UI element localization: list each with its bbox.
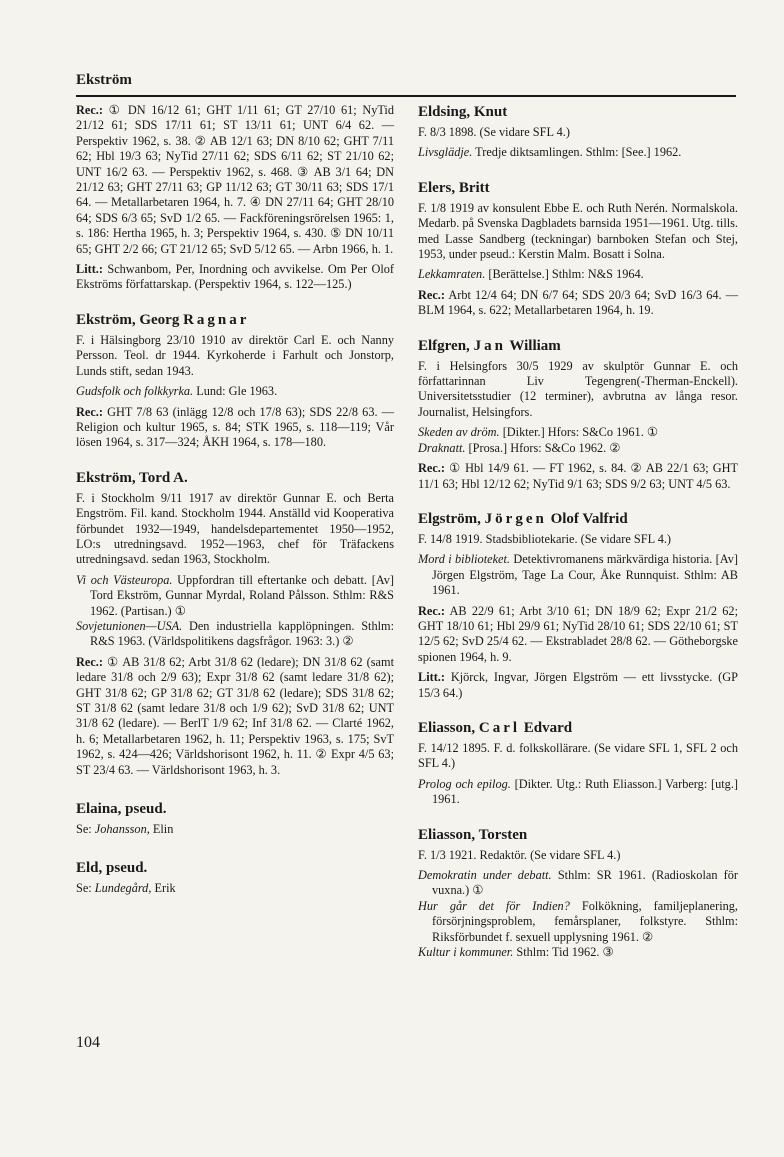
entry-elgstrom (418, 510, 738, 701)
review-list (76, 655, 394, 778)
work-title: Draknatt. (418, 440, 466, 455)
heading-spaced-name: Carl (478, 719, 521, 736)
work-item (418, 899, 738, 945)
work-item (418, 777, 738, 808)
literature-list (76, 262, 394, 293)
biography: F. 14/8 1919. Stadsbibliotekarie. (Se vidare SFL 4.) (418, 531, 672, 546)
entry-heading (418, 510, 738, 528)
review-list (418, 461, 738, 492)
entry-eliasson-carl (418, 719, 738, 808)
rec-label: Rec.: (76, 654, 103, 669)
heading-name: Elgström, (418, 510, 485, 527)
entry-elfgren (418, 337, 738, 492)
litt-label: Litt.: (76, 262, 103, 277)
work-title: Vi och Västeuropa. (76, 572, 173, 587)
biography: F. i Helsingfors 30/5 1929 av skulptör Gunnar E. och författarinnan Liv Tegengren(-Therman-Enckell). Universitetsstudier (12 terminer), avbrutna av långa resor. Journalist, Helsingfors. (418, 358, 738, 419)
heading-spaced-name: Jan (473, 337, 506, 354)
entry-ekstrom-per-olof-cont (76, 103, 394, 293)
page-header: Ekström (76, 72, 132, 88)
work-text: [Berättelse.] Sthlm: N&S 1964. (485, 267, 644, 282)
work-item (76, 573, 394, 619)
see-target-rest: Erik (151, 881, 176, 896)
see-label: Se: (76, 822, 95, 837)
entry-ekstrom-tord (76, 469, 394, 778)
work-text: Detektivromanens märkvärdiga historia. [Av] Jörgen Elgström, Tage La Cour, Åke Runnquist. Sthlm: AB 1961. (432, 552, 738, 598)
work-item (418, 145, 738, 160)
entry-heading: Elers, Britt (418, 179, 490, 196)
header-rule (76, 95, 736, 97)
work-text: Lund: Gle 1963. (193, 384, 278, 399)
work-text: [Dikter.] Hfors: S&Co 1961. ① (499, 425, 658, 440)
entry-eliasson-torsten (418, 826, 738, 961)
cross-reference (76, 881, 394, 896)
entry-elaina (76, 800, 394, 837)
entry-eldsing (418, 103, 738, 161)
work-text: Folkökning, familjeplanering, försörjningsproblem, femårsplaner, folkstyre. Sthlm: Riksförbundet f. sexuell upplysning 1961. ② (432, 898, 738, 944)
see-target: Lundegård, (94, 881, 152, 896)
biography: F. 14/12 1895. F. d. folkskollärare. (Se vidare SFL 1, SFL 2 och SFL 4.) (418, 740, 738, 771)
rec-text: ① AB 31/8 62; Arbt 31/8 62 (ledare); DN 31/8 62 (samt ledare 31/8 och 2/9 63); Expr 31/8 62 (samt ledare 31/8 62); GHT 31/8 62; GP 31/8 62; GT 31/8 62 (ledare); SDS 31/8 62; ST 31/8 62 (samt ledare 31/8 och 1/9 62); SvD 31/8 62; UNT 31/8 62 (ledare). — BerlT 1/9 62; Inf 31/8 62. — Clarté 1962, h. 6; Metallarbetaren 1962, h. 11; Perspektiv 1963, s. 175; SvT 1962, s. 424—426; Världshorisont 1962, h. 11. ② Expr 4/5 63; ST 23/4 63. — Världshorisont 1963, h. 3. (76, 654, 394, 777)
entry-heading: Eliasson, Torsten (418, 826, 528, 843)
biography: F. 1/3 1921. Redaktör. (Se vidare SFL 4.) (418, 847, 621, 862)
heading-name: Ekström, Georg (76, 311, 184, 328)
rec-label: Rec.: (76, 103, 103, 117)
entry-heading: Ekström, Tord A. (76, 469, 188, 486)
entry-ekstrom-georg (76, 311, 394, 451)
work-title: Prolog och epilog. (418, 776, 511, 791)
biography: F. 8/3 1898. (Se vidare SFL 4.) (418, 125, 570, 139)
work-item (418, 441, 738, 456)
heading-name-rest: Edvard (520, 719, 573, 736)
page-number: 104 (76, 1034, 100, 1051)
rec-label: Rec.: (418, 461, 445, 476)
work-title: Lekkamraten. (418, 267, 486, 282)
review-list (418, 288, 738, 319)
work-text: Sthlm: Tid 1962. ③ (513, 945, 614, 960)
see-target-rest: Elin (149, 822, 174, 837)
work-text: Tredje diktsamlingen. Sthlm: [See.] 1962. (472, 145, 682, 160)
rec-text: ① DN 16/12 61; GHT 1/11 61; GT 27/10 61; NyTid 21/12 61; SDS 17/11 61; ST 13/11 61; UNT 6/4 62. — Perspektiv 1962, s. 38. ② AB 12/1 63; DN 8/10 62; GHT 7/11 62; Hbl 19/3 63; NyTid 27/11 62; SDS 6/11 62; ST 21/10 62; UNT 16/2 63. — Perspektiv 1962, s. 468. ③ AB 3/1 64; DN 21/12 63; GHT 27/11 63; GP 11/12 63; GT 30/11 63; SDS 17/1 64. — Metallarbetaren 1964, h. 7. ④ DN 27/11 64; GHT 28/10 64; SDS 6/3 65; SvD 1/2 65. — Fackföreningsrörelsen 1965: 1, s. 186: Hertha 1965, h. 3; Perspektiv 1964, s. 430. ⑤ DN 10/11 65; GHT 2/2 66; GT 21/12 65; SvD 5/12 65. — Arbn 1966, h. 1. (76, 103, 394, 256)
entry-eld (76, 859, 394, 896)
heading-name-rest: Olof Valfrid (546, 510, 628, 527)
heading-spaced-name: Ragnar (183, 311, 250, 328)
heading-name: Eliasson, (418, 719, 479, 736)
see-label: Se: (76, 881, 95, 896)
work-item (76, 619, 394, 650)
rec-label: Rec.: (418, 287, 445, 302)
work-title: Livsglädje. (418, 145, 473, 160)
entry-heading: Elaina, pseud. (76, 801, 167, 818)
work-text: Den industriella kapplöpningen. Sthlm: R&S 1963. (Världspolitikens dagsfrågor. 1963: 3.) ② (90, 618, 394, 649)
cross-reference (76, 822, 394, 837)
heading-name-rest: William (505, 337, 561, 354)
work-title: Sovjetunionen—USA. (76, 618, 183, 633)
entry-heading (418, 719, 738, 737)
rec-text: Arbt 12/4 64; DN 6/7 64; SDS 20/3 64; SvD 16/3 64. — BLM 1964, s. 622; Metallarbetaren 1964, h. 19. (418, 287, 738, 318)
work-text: Sthlm: SR 1961. (Radioskolan för vuxna.) ① (432, 868, 738, 898)
entry-elers (418, 179, 738, 319)
rec-text: GHT 7/8 63 (inlägg 12/8 och 17/8 63); SDS 22/8 63. — Religion och kultur 1965, s. 84; STK 1965, s. 118—119; Vår lösen 1964, s. 317—324; ÅKH 1964, s. 178—180. (76, 404, 394, 450)
work-title: Hur går det för Indien? (418, 898, 570, 913)
biography: F. 1/8 1919 av konsulent Ebbe E. och Ruth Nerén. Normalskola. Medarb. på Svenska Dagbladets barnsida 1951—1961. Utg. tills. med Lasse Sandberg (teckningar) barnboken Stefan och Stej, 1953, under pseud.: Kerstin Malm. Bosatt i Solna. (418, 200, 739, 262)
right-column (418, 103, 738, 978)
litt-label: Litt.: (418, 670, 445, 685)
litt-text: Schwanbom, Per, Inordning och avvikelse. Om Per Olof Ekströms författarskap. (Perspektiv 1964, s. 122—125.) (76, 262, 394, 292)
rec-label: Rec.: (76, 404, 103, 419)
biography: F. i Stockholm 9/11 1917 av direktör Gunnar E. och Berta Engström. Fil. kand. Stockholm 1944. Anställd vid Kooperativa förbundet 1932—1949, handelsdepartementet 1950—1952, LO:s utredningsavd. 1952—1963, chef för Träfackens utredningsavd. sedan 1963, Stockholm. (76, 490, 394, 567)
work-title: Skeden av dröm. (418, 425, 500, 440)
work-item (418, 868, 738, 899)
work-title: Gudsfolk och folkkyrka. (76, 384, 194, 399)
review-list (418, 604, 738, 666)
biography: F. i Hälsingborg 23/10 1910 av direktör Carl E. och Nanny Persson. Teol. dr 1944. Kyrkoherde i Farhult och Jonstorp, Lunds stift, sedan 1943. (76, 332, 394, 378)
literature-list (418, 670, 738, 701)
review-list (76, 405, 394, 451)
work-item (76, 384, 394, 399)
review-list (76, 103, 394, 257)
entry-heading: Eld, pseud. (76, 860, 148, 877)
work-text: [Prosa.] Hfors: S&Co 1962. ② (465, 440, 621, 455)
rec-text: ① Hbl 14/9 61. — FT 1962, s. 84. ② AB 22/1 63; GHT 11/1 63; Hbl 12/12 62; NyTid 9/1 63; SDS 9/2 63; UNT 4/5 63. (418, 461, 738, 491)
work-title: Kultur i kommuner. (418, 945, 514, 960)
work-item (418, 267, 738, 282)
entry-heading (418, 337, 738, 355)
work-text: Uppfordran till eftertanke och debatt. [Av] Tord Ekström, Gunnar Myrdal, Roland Pålsson. Sthlm: R&S 1962. (Partisan.) ① (90, 572, 394, 618)
heading-spaced-name: Jörgen (484, 510, 547, 527)
entry-heading: Eldsing, Knut (418, 104, 508, 120)
work-item (418, 945, 738, 960)
left-column (76, 103, 394, 915)
work-text: [Dikter. Utg.: Ruth Eliasson.] Varberg: [utg.] 1961. (432, 776, 738, 807)
rec-text: AB 22/9 61; Arbt 3/10 61; DN 18/9 62; Expr 21/2 62; GHT 18/10 61; Hbl 29/9 61; NyTid 28/10 61; SDS 22/10 61; ST 12/5 62; SvD 25/4 62. — Ekstrabladet 28/8 62. — Götheborgske spionen 1964, h. 9. (418, 603, 738, 664)
work-item (418, 552, 738, 598)
litt-text: Kjörck, Ingvar, Jörgen Elgström — ett livsstycke. (GP 15/3 64.) (418, 670, 738, 700)
work-item (418, 425, 738, 440)
work-title: Demokratin under debatt. (418, 868, 552, 882)
heading-name: Elfgren, (418, 337, 474, 354)
rec-label: Rec.: (418, 603, 445, 618)
see-target: Johansson, (94, 822, 150, 837)
entry-heading (76, 311, 394, 329)
work-title: Mord i biblioteket. (418, 552, 510, 567)
